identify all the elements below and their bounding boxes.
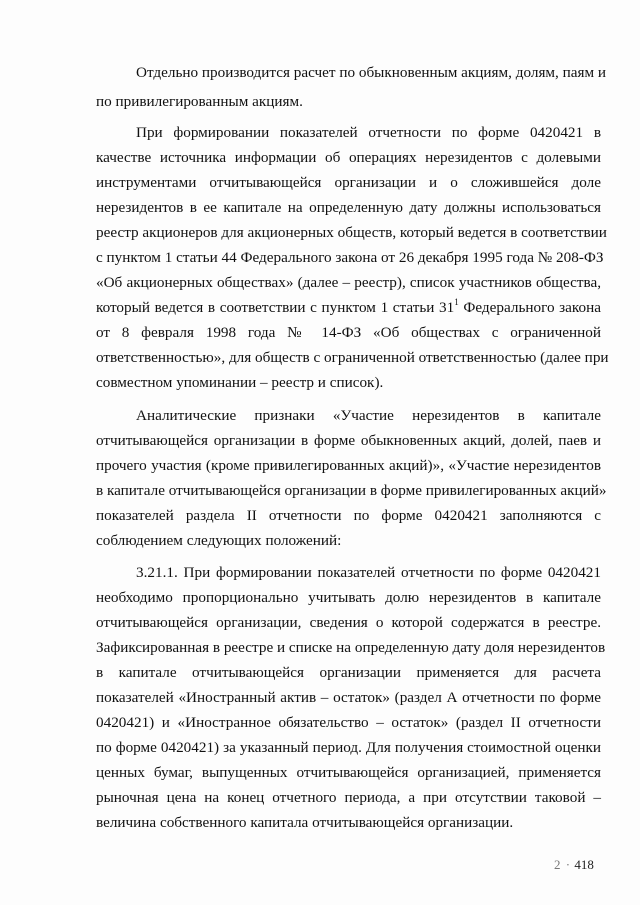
text-line: ценных бумаг, выпущенных отчитывающейся организацией, применяется (96, 764, 601, 781)
text-fragment: Федерального закона (458, 299, 601, 316)
text-line: «Об акционерных обществах» (далее – реестр), список участников общества, (96, 274, 601, 291)
text-line: от 8 февраля 1998 года № 14-ФЗ «Об обществах с ограниченной (96, 324, 601, 341)
text-line: 0420421) и «Иностранное обязательство – остаток» (раздел II отчетности (96, 714, 601, 731)
text-line: ответственностью», для обществ с ограниченной ответственностью (далее при (96, 349, 609, 366)
page-stamp-mark: 2 · (554, 857, 572, 872)
text-line: Зафиксированная в реестре и списке на определенную дату доля нерезидентов (96, 639, 606, 656)
text-line: в капитале отчитывающейся организации в форме привилегированных акций» (96, 482, 607, 499)
text-line: по привилегированным акциям. (96, 93, 303, 110)
text-line: Аналитические признаки «Участие нерезидентов в капитале (136, 407, 601, 424)
text-line: нерезидентов в ее капитале на определенную дату должны использоваться (96, 199, 601, 216)
page-number (554, 857, 594, 873)
text-line: с пунктом 1 статьи 44 Федерального закона от 26 декабря 1995 года № 208-ФЗ (96, 249, 604, 266)
text-line: инструментами отчитывающейся организации и о сложившейся доле (96, 174, 601, 191)
page-number-value: 418 (574, 857, 594, 872)
text-line: совместном упоминании – реестр и список). (96, 374, 384, 391)
text-line: При формировании показателей отчетности по форме 0420421 в (136, 124, 601, 141)
text-line: прочего участия (кроме привилегированных акций)», «Участие нерезидентов (96, 457, 601, 474)
text-line: соблюдением следующих положений: (96, 532, 342, 549)
text-line: отчитывающейся организации в форме обыкновенных акций, долей, паев и (96, 432, 601, 449)
text-line: реестр акционеров для акционерных обществ, который ведется в соответствии (96, 224, 607, 241)
text-line-with-superscript (96, 297, 601, 319)
text-line: показателей раздела II отчетности по форме 0420421 заполняются с (96, 507, 601, 524)
text-line: по форме 0420421) за указанный период. Для получения стоимостной оценки (96, 739, 601, 756)
text-line: рыночная цена на конец отчетного периода, а при отсутствии таковой – (96, 789, 601, 806)
text-line: величина собственного капитала отчитывающейся организации. (96, 814, 514, 831)
text-line: показателей «Иностранный актив – остаток» (раздел А отчетности по форме (96, 689, 601, 706)
text-line: Отдельно производится расчет по обыкновенным акциям, долям, паям и (136, 64, 607, 81)
text-line: необходимо пропорционально учитывать долю нерезидентов в капитале (96, 589, 601, 606)
superscript: 1 (454, 296, 459, 307)
text-line: 3.21.1. При формировании показателей отчетности по форме 0420421 (136, 564, 601, 581)
text-line: качестве источника информации об операциях нерезидентов с долевыми (96, 149, 601, 166)
text-fragment: который ведется в соответствии с пунктом 1 статьи 31 (96, 299, 455, 316)
text-line: отчитывающейся организации, сведения о которой содержатся в реестре. (96, 614, 601, 631)
text-line: в капитале отчитывающейся организации применяется для расчета (96, 664, 601, 681)
